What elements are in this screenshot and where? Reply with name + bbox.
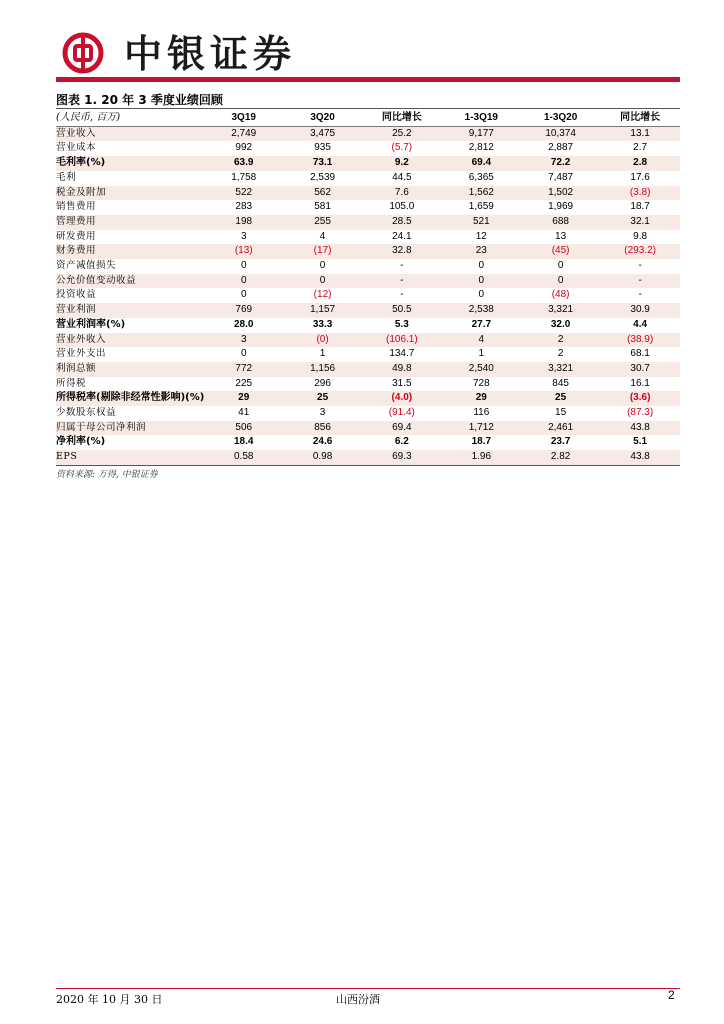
table-cell: 2,538 bbox=[442, 303, 521, 318]
unit-label: (人民币, 百万) bbox=[56, 111, 204, 126]
table-cell: 18.7 bbox=[471, 436, 492, 448]
report-header bbox=[56, 28, 680, 84]
table-row bbox=[56, 126, 680, 141]
table-cell: 1,969 bbox=[548, 201, 574, 213]
table-cell: (87.3) bbox=[627, 407, 654, 419]
table-cell: 5.3 bbox=[394, 318, 409, 330]
table-cell: 13 bbox=[555, 230, 567, 242]
table-cell: 18.4 bbox=[234, 436, 254, 448]
table-cell: 992 bbox=[235, 142, 253, 154]
table-cell: - bbox=[638, 289, 642, 301]
table-top-rule bbox=[56, 108, 680, 109]
table-cell: 0 bbox=[478, 289, 485, 301]
table-cell: (38.9) bbox=[600, 333, 680, 348]
table-cell: 856 bbox=[283, 421, 362, 436]
table-cell: - bbox=[362, 274, 442, 289]
table-cell: 198 bbox=[204, 215, 283, 230]
table-cell: (45) bbox=[521, 244, 600, 259]
row-label: 营业利润率(%) bbox=[56, 318, 126, 330]
table-cell: 522 bbox=[204, 186, 283, 201]
table-cell: 105.0 bbox=[389, 201, 415, 213]
row-label: 毛利率(%) bbox=[56, 156, 204, 171]
table-cell: 2,749 bbox=[204, 126, 283, 141]
table-cell: (0) bbox=[283, 333, 362, 348]
table-row bbox=[56, 421, 680, 436]
brand-name: 中银证券 bbox=[124, 31, 297, 76]
table-cell: 0.98 bbox=[283, 450, 362, 465]
row-label: 研发费用 bbox=[56, 230, 97, 242]
table-cell: 2,887 bbox=[548, 142, 574, 154]
table-cell: 18.7 bbox=[630, 201, 650, 213]
table-cell: 3 bbox=[204, 333, 283, 348]
financial-table bbox=[56, 111, 680, 466]
table-row bbox=[56, 171, 680, 186]
table-header-row bbox=[56, 111, 680, 126]
table-cell: 9.8 bbox=[633, 230, 648, 242]
row-label: 资产减值损失 bbox=[56, 260, 117, 272]
table-cell: (17) bbox=[283, 244, 362, 259]
table-cell: 225 bbox=[235, 377, 253, 389]
footer-date: 2020 年 10 月 30 日 bbox=[56, 993, 163, 1006]
table-cell: 3,475 bbox=[283, 126, 362, 141]
table-cell: 13.1 bbox=[600, 126, 680, 141]
table-row bbox=[56, 186, 680, 201]
table-cell: (106.1) bbox=[362, 333, 442, 348]
table-cell: 2,539 bbox=[310, 171, 336, 183]
table-cell: 3 bbox=[319, 407, 326, 419]
table-cell: 25.2 bbox=[362, 126, 442, 141]
table-cell: 0 bbox=[557, 260, 564, 272]
table-cell: 49.8 bbox=[362, 362, 442, 377]
table-cell: 23 bbox=[442, 244, 521, 259]
table-cell: 29 bbox=[204, 391, 283, 406]
table-row bbox=[56, 450, 680, 465]
table-cell: 1,758 bbox=[231, 171, 257, 183]
table-cell: (4.0) bbox=[362, 391, 442, 406]
table-cell: 0 bbox=[442, 274, 521, 289]
table-cell: 1,157 bbox=[283, 303, 362, 318]
table-cell: 3 bbox=[240, 230, 247, 242]
table-cell: - bbox=[638, 260, 642, 272]
table-cell: 2.82 bbox=[521, 450, 600, 465]
source-note: 资料来源: 万得, 中银证券 bbox=[56, 470, 158, 480]
table-cell: 1,156 bbox=[283, 362, 362, 377]
table-cell: 1,712 bbox=[442, 421, 521, 436]
table-cell: 2,540 bbox=[442, 362, 521, 377]
table-cell: 2.8 bbox=[600, 156, 680, 171]
table-row bbox=[56, 230, 680, 245]
table-row bbox=[56, 156, 680, 171]
table-cell: 4 bbox=[442, 333, 521, 348]
table-cell: 9,177 bbox=[442, 126, 521, 141]
table-cell: 31.5 bbox=[392, 377, 412, 389]
table-cell: 0 bbox=[204, 274, 283, 289]
row-label: 营业外收入 bbox=[56, 333, 204, 348]
table-cell: 521 bbox=[442, 215, 521, 230]
table-cell: 73.1 bbox=[283, 156, 362, 171]
table-row bbox=[56, 406, 680, 421]
table-row bbox=[56, 318, 680, 333]
table-cell: - bbox=[400, 289, 404, 301]
table-cell: (91.4) bbox=[388, 407, 415, 419]
table-cell: 1,659 bbox=[468, 201, 494, 213]
table-cell: 68.1 bbox=[630, 348, 650, 360]
table-cell: 688 bbox=[521, 215, 600, 230]
row-label: 管理费用 bbox=[56, 215, 204, 230]
table-row bbox=[56, 435, 680, 450]
table-cell: 2,461 bbox=[521, 421, 600, 436]
table-row bbox=[56, 259, 680, 274]
row-label: 利润总额 bbox=[56, 362, 204, 377]
table-cell: (3.6) bbox=[600, 391, 680, 406]
table-cell: 7,487 bbox=[548, 171, 574, 183]
table-row bbox=[56, 288, 680, 303]
table-cell: 6.2 bbox=[394, 436, 409, 448]
table-row bbox=[56, 333, 680, 348]
footer-company: 山西汾酒 bbox=[336, 993, 380, 1006]
table-cell: 30.9 bbox=[600, 303, 680, 318]
table-cell: 769 bbox=[204, 303, 283, 318]
table-cell: 772 bbox=[204, 362, 283, 377]
row-label: 营业成本 bbox=[56, 142, 97, 154]
table-cell: 581 bbox=[314, 201, 331, 213]
table-cell: 44.5 bbox=[392, 171, 412, 183]
header-divider bbox=[56, 77, 680, 82]
row-label: 少数股东权益 bbox=[56, 407, 117, 419]
table-cell: 24.1 bbox=[392, 230, 412, 242]
footer-divider bbox=[56, 988, 680, 989]
table-cell: 28.5 bbox=[362, 215, 442, 230]
table-cell: 1 bbox=[319, 348, 326, 360]
table-row bbox=[56, 303, 680, 318]
table-cell: (5.7) bbox=[391, 142, 413, 154]
table-cell: 2 bbox=[557, 348, 564, 360]
table-cell: 69.4 bbox=[362, 421, 442, 436]
column-header: 同比增长 bbox=[362, 111, 442, 126]
column-header: 1-3Q20 bbox=[521, 111, 600, 126]
table-cell: 1 bbox=[478, 348, 485, 360]
column-header: 3Q19 bbox=[204, 111, 283, 126]
table-cell: 28.0 bbox=[234, 318, 254, 330]
table-body bbox=[56, 126, 680, 465]
row-label: EPS bbox=[56, 450, 204, 465]
table-cell: (13) bbox=[204, 244, 283, 259]
table-cell: 0 bbox=[240, 260, 247, 272]
row-label: 净利率(%) bbox=[56, 436, 106, 448]
table-cell: 50.5 bbox=[362, 303, 442, 318]
table-cell: 134.7 bbox=[389, 348, 415, 360]
table-row bbox=[56, 362, 680, 377]
table-row bbox=[56, 244, 680, 259]
table-row bbox=[56, 141, 680, 156]
table-cell: 16.1 bbox=[630, 377, 650, 389]
table-cell: (48) bbox=[551, 289, 570, 301]
table-row bbox=[56, 347, 680, 362]
table-cell: 12 bbox=[475, 230, 487, 242]
table-cell: 2.7 bbox=[633, 142, 648, 154]
table-cell: 4 bbox=[319, 230, 326, 242]
table-cell: 255 bbox=[283, 215, 362, 230]
column-header: 3Q20 bbox=[283, 111, 362, 126]
row-label: 归属于母公司净利润 bbox=[56, 421, 204, 436]
table-row bbox=[56, 377, 680, 392]
table-cell: 69.3 bbox=[362, 450, 442, 465]
table-cell: 116 bbox=[473, 407, 490, 419]
table-cell: 23.7 bbox=[550, 436, 571, 448]
table-cell: 32.1 bbox=[600, 215, 680, 230]
table-cell: 7.6 bbox=[362, 186, 442, 201]
column-header: 同比增长 bbox=[600, 111, 680, 126]
table-cell: 43.8 bbox=[600, 450, 680, 465]
row-label: 公允价值变动收益 bbox=[56, 274, 204, 289]
table-cell: 25 bbox=[521, 391, 600, 406]
table-cell: (12) bbox=[313, 289, 332, 301]
table-cell: 9.2 bbox=[362, 156, 442, 171]
table-row bbox=[56, 200, 680, 215]
table-row bbox=[56, 274, 680, 289]
row-label: 营业外支出 bbox=[56, 348, 107, 360]
column-header: 1-3Q19 bbox=[442, 111, 521, 126]
table-cell: (3.8) bbox=[600, 186, 680, 201]
table-cell: 0 bbox=[319, 260, 326, 272]
table-cell: 506 bbox=[204, 421, 283, 436]
table-cell: 0.58 bbox=[204, 450, 283, 465]
table-cell: 33.3 bbox=[312, 318, 333, 330]
table-cell: 728 bbox=[472, 377, 490, 389]
table-cell: 72.2 bbox=[521, 156, 600, 171]
row-label: 毛利 bbox=[56, 171, 77, 183]
table-row bbox=[56, 391, 680, 406]
table-cell: 69.4 bbox=[442, 156, 521, 171]
table-cell: 0 bbox=[240, 348, 247, 360]
table-cell: 24.6 bbox=[312, 436, 333, 448]
table-cell: 283 bbox=[235, 201, 253, 213]
table-cell: 0 bbox=[283, 274, 362, 289]
table-cell: 63.9 bbox=[204, 156, 283, 171]
table-cell: 0 bbox=[521, 274, 600, 289]
bank-of-china-logo-icon bbox=[62, 32, 104, 74]
table-cell: 2 bbox=[521, 333, 600, 348]
table-cell: 3,321 bbox=[521, 303, 600, 318]
table-cell: 32.8 bbox=[362, 244, 442, 259]
table-cell: 2,812 bbox=[468, 142, 494, 154]
table-cell: 25 bbox=[283, 391, 362, 406]
table-cell: 3,321 bbox=[521, 362, 600, 377]
row-label: 销售费用 bbox=[56, 201, 97, 213]
page-number: 2 bbox=[668, 988, 675, 1002]
row-label: 财务费用 bbox=[56, 244, 204, 259]
row-label: 所得税 bbox=[56, 377, 87, 389]
table-cell: 1,502 bbox=[521, 186, 600, 201]
table-cell: 1.96 bbox=[442, 450, 521, 465]
row-label: 营业收入 bbox=[56, 126, 204, 141]
row-label: 营业利润 bbox=[56, 303, 204, 318]
table-cell: 935 bbox=[314, 142, 331, 154]
row-label: 投资收益 bbox=[56, 289, 97, 301]
table-cell: - bbox=[600, 274, 680, 289]
table-cell: 5.1 bbox=[633, 436, 648, 448]
row-label: 税金及附加 bbox=[56, 186, 204, 201]
table-cell: (293.2) bbox=[600, 244, 680, 259]
table-row bbox=[56, 215, 680, 230]
table-cell: 32.0 bbox=[550, 318, 571, 330]
table-cell: 43.8 bbox=[600, 421, 680, 436]
table-cell: 17.6 bbox=[630, 171, 650, 183]
table-cell: 30.7 bbox=[600, 362, 680, 377]
row-label: 所得税率(剔除非经常性影响)(%) bbox=[56, 391, 204, 406]
table-cell: 6,365 bbox=[468, 171, 494, 183]
table-cell: 27.7 bbox=[471, 318, 492, 330]
table-cell: 0 bbox=[240, 289, 247, 301]
table-cell: 15 bbox=[555, 407, 567, 419]
table-cell: 29 bbox=[442, 391, 521, 406]
table-cell: 1,562 bbox=[442, 186, 521, 201]
table-cell: 562 bbox=[283, 186, 362, 201]
table-cell: 41 bbox=[238, 407, 250, 419]
table-cell: 10,374 bbox=[521, 126, 600, 141]
table-cell: 4.4 bbox=[633, 318, 648, 330]
table-cell: - bbox=[400, 260, 404, 272]
table-cell: 0 bbox=[478, 260, 485, 272]
table-cell: 845 bbox=[552, 377, 569, 389]
figure-title: 图表 1. 20 年 3 季度业绩回顾 bbox=[56, 93, 223, 107]
table-cell: 296 bbox=[314, 377, 331, 389]
